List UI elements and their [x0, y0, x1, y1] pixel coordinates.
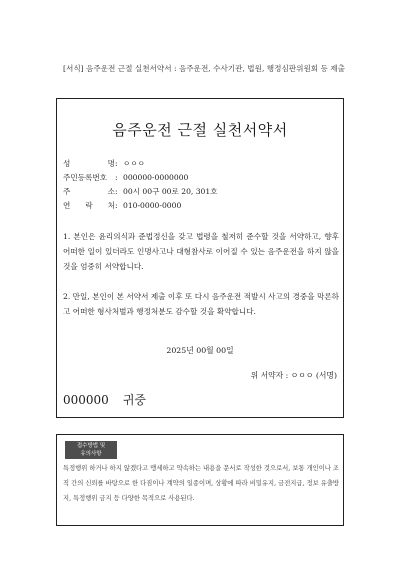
pledge-paragraph-2: 2. 만일, 본인이 본 서약서 제출 이후 또 다시 음주운전 적발시 사고의 경중을 막론하고 어떠한 형사처벌과 행정처분도 감수할 것을 확약합니다. [63, 292, 339, 316]
guide-tag [65, 441, 117, 459]
signer-name: ㅇㅇㅇ (서명) [290, 371, 337, 380]
recipient-line [63, 391, 146, 408]
info-label-address: 주 소 [63, 187, 115, 196]
guide-tag-line-1: 접수방법 및 [76, 443, 106, 449]
info-row-resident-number: 주민등록번호 : 000000-0000000 [63, 171, 218, 185]
info-row-name: 성 명 : ㅇㅇㅇ [63, 157, 218, 171]
info-label-contact: 연 락 처 [63, 201, 115, 210]
signer-label: 위 서약자 : [250, 371, 289, 380]
guide-tag-line-2: 유의사항 [80, 451, 102, 457]
form-header-note: [서식] 음주운전 근절 실천서약서 : 음주운전, 수사기관, 법원, 행정심판위원회 등 제출 [63, 64, 345, 73]
signer-line [251, 370, 337, 381]
info-row-address: 주 소 : 00시 00구 00로 20, 301호 [63, 185, 218, 199]
info-value-resident-number: 000000-0000000 [123, 173, 189, 182]
pledge-date: 2025년 00월 00일 [166, 346, 234, 355]
info-value-address: 00시 00구 00로 20, 301호 [123, 187, 218, 196]
document-title: 음주운전 근절 실천서약서 [112, 121, 288, 139]
recipient-suffix: 귀중 [122, 393, 146, 407]
info-label-name: 성 명 [63, 159, 115, 168]
pledge-document-box [56, 98, 344, 418]
guide-text: 특정행위 하거나 하지 않겠다고 맹세하고 약속하는 내용을 문서로 작성한 것으로서, 보통 개인이나 조직 간의 신뢰를 바탕으로 한 다짐이나 계약의 일종이며, 상황에 따라 비밀유지, 금전지급, 정보 유출방지, 특정행위 금지 등 다양한 목적으로 사용된다. [63, 465, 339, 502]
info-value-contact: 010-0000-0000 [123, 201, 182, 210]
info-row-contact: 연 락 처 : 010-0000-0000 [63, 199, 218, 213]
guide-box [56, 434, 344, 526]
info-value-name: ㅇㅇㅇ [123, 159, 146, 168]
info-label-resident-number: 주민등록번호 [63, 173, 108, 182]
recipient-org: 000000 [63, 393, 109, 407]
pledger-info [63, 157, 218, 213]
pledge-paragraph-1: 1. 본인은 윤리의식과 준법정신을 갖고 법령을 철저히 준수할 것을 서약하고, 향후 어떠한 일이 있더라도 인명사고나 대형참사로 이어질 수 있는 음주운전을 하지 않을 것을 엄중히 서약합니다. [63, 232, 339, 271]
